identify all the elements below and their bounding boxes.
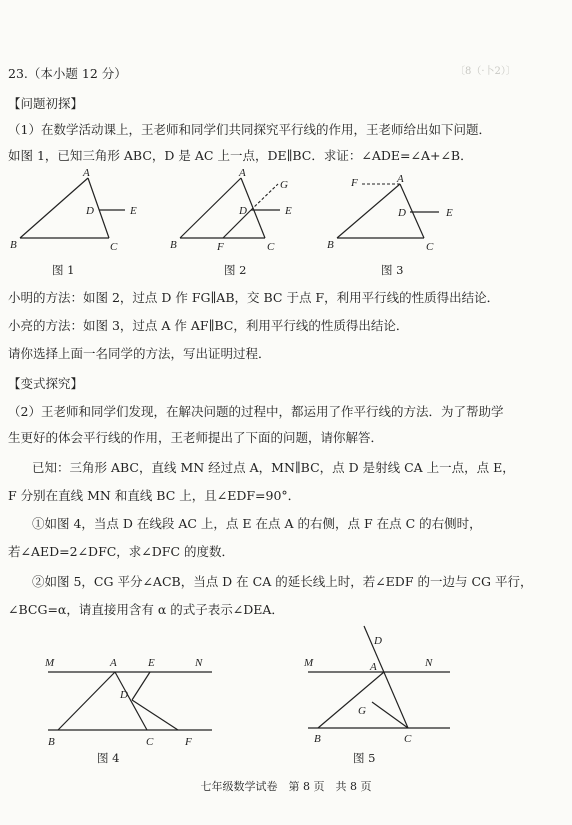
subquestion1-line1: ①如图 4，当点 D 在线段 AC 上，点 E 在点 A 的右侧，点 F 在点 C 的右侧时， xyxy=(32,516,482,531)
figure-2 xyxy=(165,167,315,260)
figure-1-caption: 图 1 xyxy=(52,263,75,277)
figure-1-diagram xyxy=(5,167,155,260)
label-B: B xyxy=(314,733,321,745)
section2-intro-line1: （2）王老师和同学们发现，在解决问题的过程中，都运用了作平行线的方法．为了帮助学 xyxy=(8,404,504,419)
bleed-through-text: 〔8（·卜2）〕 xyxy=(455,66,516,77)
label-C: C xyxy=(404,733,412,745)
subquestion2-line2: ∠BCG=α，请直接用含有 α 的式子表示∠DEA． xyxy=(8,602,284,617)
figure-4-caption: 图 4 xyxy=(97,751,120,765)
method-xiaoming: 小明的方法：如图 2，过点 D 作 FG∥AB，交 BC 于点 F，利用平行线的性质得出结论． xyxy=(8,290,500,305)
question-header xyxy=(8,66,127,82)
label-B: B xyxy=(170,239,177,251)
label-D: D xyxy=(86,205,94,217)
label-F: F xyxy=(217,241,224,253)
label-A: A xyxy=(397,173,404,185)
section-title-variant: 【变式探究】 xyxy=(8,376,84,391)
figure-4-diagram xyxy=(40,650,240,750)
label-A: A xyxy=(83,167,90,179)
method-xiaoliang: 小亮的方法：如图 3，过点 A 作 AF∥BC，利用平行线的性质得出结论． xyxy=(8,318,409,333)
label-N: N xyxy=(425,657,433,669)
figure-3-diagram xyxy=(322,170,472,260)
section-title-initial: 【问题初探】 xyxy=(8,96,84,111)
section1-intro: （1）在数学活动课上，王老师和同学们共同探究平行线的作用，王老师给出如下问题． xyxy=(8,122,491,137)
question-points: （本小题 12 分） xyxy=(27,66,127,81)
label-E: E xyxy=(285,205,292,217)
label-B: B xyxy=(48,736,55,748)
page-footer: 七年级数学试卷 第 8 页 共 8 页 xyxy=(200,780,372,793)
figure-3 xyxy=(322,170,472,260)
given-line2: F 分别在直线 MN 和直线 BC 上，且∠EDF=90°． xyxy=(8,488,301,503)
subquestion1-line2: 若∠AED=2∠DFC，求∠DFC 的度数． xyxy=(8,544,235,559)
section1-problem: 如图 1，已知三角形 ABC，D 是 AC 上一点，DE∥BC．求证：∠ADE=∠A+∠B． xyxy=(8,148,473,163)
given-line1: 已知：三角形 ABC，直线 MN 经过点 A，MN∥BC，点 D 是射线 CA 上一点，点 E， xyxy=(32,460,515,475)
label-A: A xyxy=(370,661,377,673)
label-F: F xyxy=(185,736,192,748)
label-C: C xyxy=(110,241,118,253)
label-C: C xyxy=(267,241,275,253)
label-M: M xyxy=(304,657,314,669)
figure-2-caption: 图 2 xyxy=(224,263,247,277)
label-E: E xyxy=(130,205,137,217)
label-C: C xyxy=(426,241,434,253)
figure-5 xyxy=(300,622,470,747)
label-G: G xyxy=(358,705,366,717)
label-F: F xyxy=(351,177,358,189)
subquestion2-line1: ②如图 5，CG 平分∠ACB，当点 D 在 CA 的延长线上时，若∠EDF 的一边与 CG 平行， xyxy=(32,574,533,589)
figure-2-diagram xyxy=(165,167,315,260)
label-E: E xyxy=(446,207,453,219)
figure-3-caption: 图 3 xyxy=(381,263,404,277)
label-D: D xyxy=(239,205,247,217)
label-C: C xyxy=(146,736,154,748)
figure-4 xyxy=(40,650,240,750)
method-instruction: 请你选择上面一名同学的方法，写出证明过程． xyxy=(8,346,271,361)
label-G: G xyxy=(280,179,288,191)
label-D: D xyxy=(398,207,406,219)
label-A: A xyxy=(239,167,246,179)
label-B: B xyxy=(10,239,17,251)
figure-5-caption: 图 5 xyxy=(353,751,376,765)
section2-intro-line2: 生更好的体会平行线的作用，王老师提出了下面的问题，请你解答． xyxy=(8,430,384,445)
label-E: E xyxy=(148,657,155,669)
figure-5-diagram xyxy=(300,622,470,747)
label-B: B xyxy=(327,239,334,251)
label-M: M xyxy=(45,657,55,669)
label-N: N xyxy=(195,657,203,669)
figure-1 xyxy=(5,167,155,260)
question-number: 23. xyxy=(8,66,28,81)
label-D: D xyxy=(120,689,128,701)
label-D: D xyxy=(374,635,382,647)
label-A: A xyxy=(110,657,117,669)
